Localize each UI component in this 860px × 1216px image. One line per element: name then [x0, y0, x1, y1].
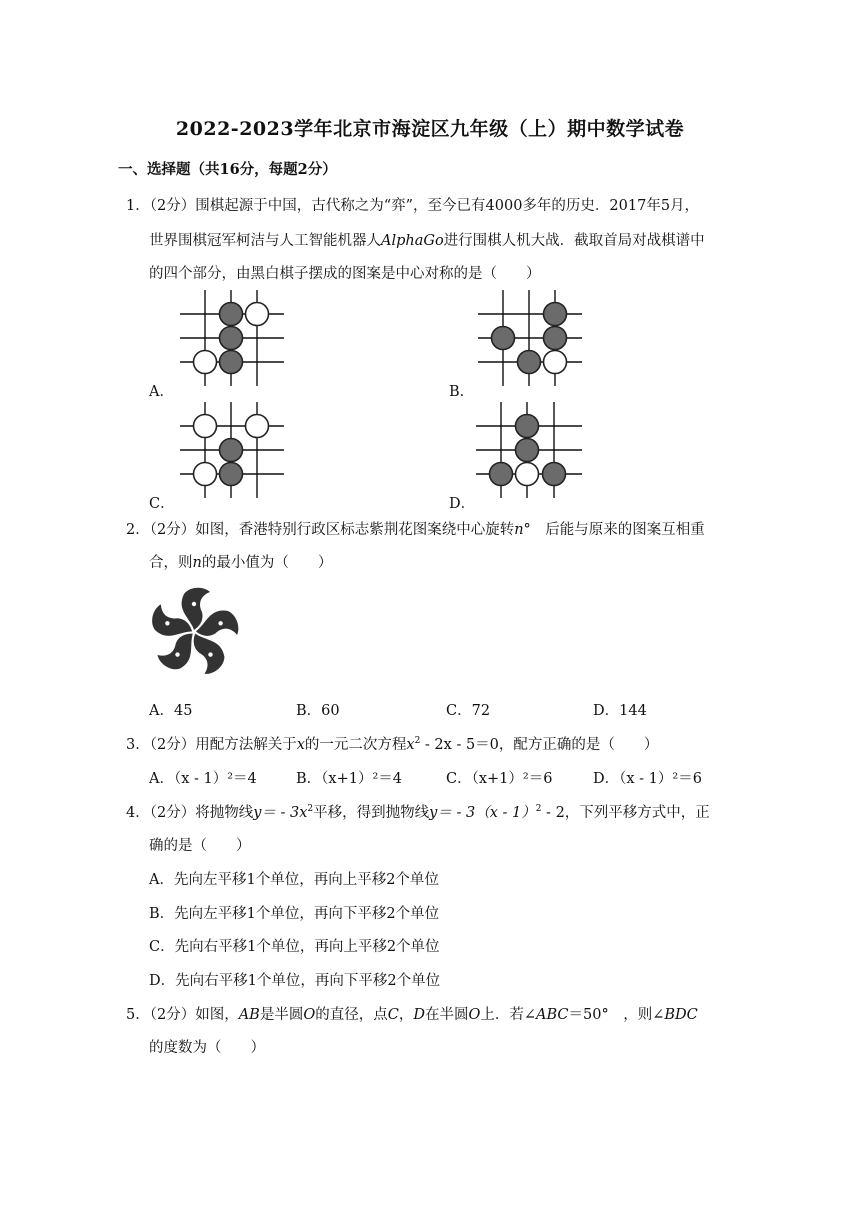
q3-option-a[interactable]: A．（x - 1）²＝4	[149, 771, 257, 787]
go-board-b	[476, 290, 584, 386]
go-board-c	[178, 402, 286, 498]
q4-line1: 4．（2分）将抛物线$y= - 3x^2$平移，得到抛物线y＝ - 3（x - 1）$^2$ - 2，下列平移方式中，正	[126, 804, 710, 821]
page-title: 2022-2023学年北京市海淀区九年级（上）期中数学试卷	[175, 118, 685, 140]
q4-option-a[interactable]: A．先向左平移1个单位，再向上平移2个单位	[149, 872, 439, 888]
q1-option-d[interactable]: D．	[449, 496, 476, 512]
q1-line2: 世界围棋冠军柯洁与人工智能机器人AlphaGo进行围棋人机大战．截取首局对战棋谱中	[149, 233, 705, 249]
go-board-d	[474, 402, 584, 498]
q2-option-b[interactable]: B．60	[296, 703, 340, 719]
bauhinia-flower-icon	[146, 584, 242, 680]
section-heading: 一、选择题（共16分，每题2分）	[118, 161, 337, 178]
q3-option-b[interactable]: B．（x+1）²＝4	[296, 771, 402, 787]
q2-option-d[interactable]: D．144	[593, 703, 647, 719]
q1-option-c[interactable]: C．	[149, 496, 175, 512]
q4-option-c[interactable]: C．先向右平移1个单位，再向上平移2个单位	[149, 939, 440, 955]
q5-line2: 的度数为（ ）	[149, 1040, 265, 1056]
q2-line1: 2．（2分）如图，香港特别行政区标志紫荆花图案绕中心旋转n° 后能与原来的图案互相重	[126, 522, 705, 538]
q2-option-a[interactable]: A．45	[149, 703, 193, 719]
q1-line3: 的四个部分，由黑白棋子摆成的图案是中心对称的是（ ）	[149, 266, 541, 282]
q5-line1: 5．（2分）如图，AB是半圆O的直径，点C，D在半圆O上．若∠ABC＝50° ，则∠BDC	[126, 1007, 698, 1023]
q3-line1: 3．（2分）用配方法解关于x的一元二次方程$x^2 - 2x - 5=0$，配方正确的是（ ）	[126, 736, 659, 753]
go-board-a	[178, 290, 286, 386]
q2-option-c[interactable]: C．72	[446, 703, 491, 719]
q4-line2: 确的是（ ）	[149, 838, 251, 854]
q1-option-b[interactable]: B．	[449, 384, 475, 400]
q2-line2: 合，则n的最小值为（ ）	[149, 555, 333, 571]
q3-option-d[interactable]: D．（x - 1）²＝6	[593, 771, 702, 787]
q1-option-a[interactable]: A．	[149, 384, 174, 400]
q4-option-b[interactable]: B．先向左平移1个单位，再向下平移2个单位	[149, 906, 440, 922]
q3-option-c[interactable]: C．（x+1）²＝6	[446, 771, 553, 787]
q1-line1: 1．（2分）围棋起源于中国，古代称之为“弈”，至今已有4000多年的历史．2017年5月，	[126, 198, 700, 214]
q4-option-d[interactable]: D．先向右平移1个单位，再向下平移2个单位	[149, 973, 441, 989]
